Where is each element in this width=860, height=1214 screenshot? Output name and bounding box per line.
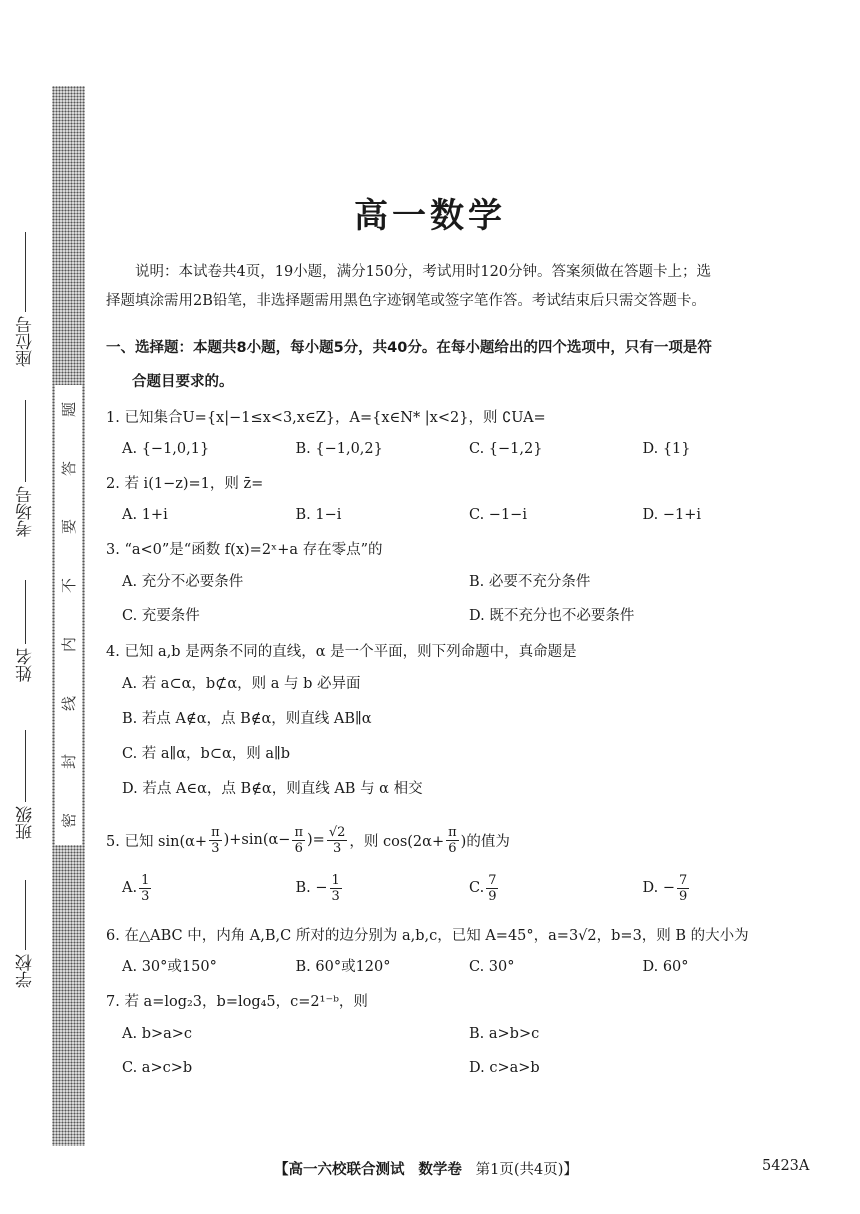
- seal-line-box: [55, 385, 82, 845]
- seat-label: 座位号: [15, 316, 36, 367]
- fraction-sqrt2-3: $\frac{√2}{3}$: [328, 824, 346, 856]
- seal-char: 题: [59, 401, 78, 418]
- question-1-stem: 1. 已知集合U={x|−1≤x<3,x∈Z}，A={x∈N* |x<2}，则 ∁UA=: [106, 410, 546, 426]
- section-heading-line-1: 一、选择题：本题共8小题，每小题5分，共40分。在每小题给出的四个选项中，只有一项是符: [106, 340, 712, 356]
- question-3-options-row-1: [106, 565, 816, 599]
- option-c: C. a>c>b: [122, 1060, 193, 1076]
- page-title: 高一数学: [354, 196, 506, 236]
- option-a: A. {−1,0,1}: [122, 441, 210, 457]
- option-c: C. −1−i: [469, 507, 527, 523]
- q5-part-a: 5. 已知 sin(α+: [106, 833, 208, 850]
- question-6-stem: 6. 在△ABC 中，内角 A,B,C 所对的边分别为 a,b,c，已知 A=45°，a=3√2，b=3，则 B 的大小为: [106, 928, 749, 944]
- class-label: 班级: [15, 806, 36, 840]
- option-b: B. 必要不充分条件: [469, 574, 591, 590]
- room-field: [8, 400, 42, 537]
- question-5-options: [106, 865, 816, 911]
- school-field: [8, 880, 42, 988]
- option-d: D. 既不充分也不必要条件: [469, 608, 635, 624]
- question-1-options: [106, 433, 816, 465]
- option-b: B. − $\frac{1}{3}$: [295, 872, 340, 904]
- option-b: B. a>b>c: [469, 1026, 540, 1042]
- seal-char: 线: [59, 695, 78, 711]
- footer-subject: 数学卷: [418, 1162, 462, 1178]
- q5-part-c: )=: [307, 832, 325, 848]
- instructions-line-2: 择题填涂需用2B铅笔，非选择题需用黑色字迹钢笔或签字笔作答。考试结束后只需交答题卡。: [106, 293, 706, 309]
- question-2-options: [106, 499, 816, 531]
- name-label: 姓名: [15, 648, 36, 682]
- seal-char: 封: [59, 754, 78, 770]
- class-field: [8, 730, 42, 840]
- question-7-options-row-1: [106, 1017, 816, 1051]
- option-d: D. c>a>b: [469, 1060, 540, 1076]
- seal-char: 内: [59, 636, 78, 652]
- q5-part-e: )的值为: [460, 833, 510, 850]
- seal-char: 密: [59, 812, 78, 828]
- option-a: A. 30°或150°: [122, 959, 217, 975]
- option-a: A. 若 a⊂α，b⊄α，则 a 与 b 必异面: [122, 676, 361, 692]
- seal-char: 不: [59, 578, 78, 594]
- q5-part-b: )+sin(α−: [223, 832, 291, 848]
- instructions-line-1: 说明：本试卷共4页，19小题，满分150分，考试用时120分钟。答案须做在答题卡上；选: [135, 264, 712, 280]
- footer-page-number: 第1页(共4页)】: [475, 1162, 578, 1178]
- option-d: D. − $\frac{7}{9}$: [642, 872, 688, 904]
- option-d: D. 若点 A∈α，点 B∉α，则直线 AB 与 α 相交: [122, 781, 423, 797]
- section-heading-line-2: 合题目要求的。: [132, 374, 234, 390]
- question-5-stem: [106, 815, 816, 865]
- footer-exam-name: 【高一六校联合测试: [274, 1162, 405, 1178]
- question-3-stem: 3. “a<0”是“函数 f(x)=2ˣ+a 存在零点”的: [106, 542, 383, 558]
- room-label: 考场号: [15, 486, 36, 537]
- school-line: [25, 880, 26, 950]
- seal-char: 答: [59, 460, 78, 476]
- footer-info: [274, 1158, 578, 1179]
- name-line: [25, 580, 26, 644]
- footer-code: 5423A: [762, 1158, 810, 1174]
- question-6-options: [106, 951, 816, 983]
- q5-part-d: ，则 cos(2α+: [349, 833, 445, 850]
- option-b: B. 若点 A∉α，点 B∉α，则直线 AB∥α: [122, 711, 372, 727]
- option-a: A. 1+i: [122, 507, 168, 523]
- question-7-options-row-2: [106, 1051, 816, 1085]
- option-c: C. 30°: [469, 959, 515, 975]
- option-d: D. {1}: [642, 441, 691, 457]
- option-a: A. $\frac{1}{3}$: [122, 872, 150, 904]
- option-d: D. −1+i: [642, 507, 701, 523]
- option-c: C. $\frac{7}{9}$: [469, 872, 497, 904]
- fraction-pi-6: $\frac{\pi}{6}$: [294, 824, 303, 856]
- option-d: D. 60°: [642, 959, 689, 975]
- seat-field: [8, 232, 42, 367]
- fraction-pi-6: $\frac{\pi}{6}$: [448, 824, 457, 856]
- option-a: A. 充分不必要条件: [122, 574, 244, 590]
- exam-content: [106, 258, 816, 1085]
- section-heading: [106, 331, 816, 399]
- option-c: C. 充要条件: [122, 608, 200, 624]
- question-3-options-row-2: [106, 599, 816, 633]
- option-a: A. b>a>c: [122, 1026, 193, 1042]
- question-2-stem: 2. 若 i(1−z)=1，则 z̄=: [106, 476, 264, 492]
- option-b: B. 1−i: [295, 507, 342, 523]
- school-label: 学校: [15, 954, 36, 988]
- option-b: B. 60°或120°: [295, 959, 391, 975]
- name-field: [8, 580, 42, 682]
- question-4-stem: 4. 已知 a,b 是两条不同的直线，α 是一个平面，则下列命题中，真命题是: [106, 644, 577, 660]
- room-line: [25, 400, 26, 482]
- question-7-stem: 7. 若 a=log₂3，b=log₄5，c=2¹⁻ᵇ，则: [106, 994, 368, 1010]
- option-b: B. {−1,0,2}: [295, 441, 383, 457]
- fraction-pi-3: $\frac{\pi}{3}$: [211, 824, 220, 856]
- option-c: C. {−1,2}: [469, 441, 543, 457]
- seal-char: 要: [59, 519, 78, 535]
- option-c: C. 若 a∥α，b⊂α，则 a∥b: [122, 746, 290, 762]
- seat-line: [25, 232, 26, 312]
- class-line: [25, 730, 26, 802]
